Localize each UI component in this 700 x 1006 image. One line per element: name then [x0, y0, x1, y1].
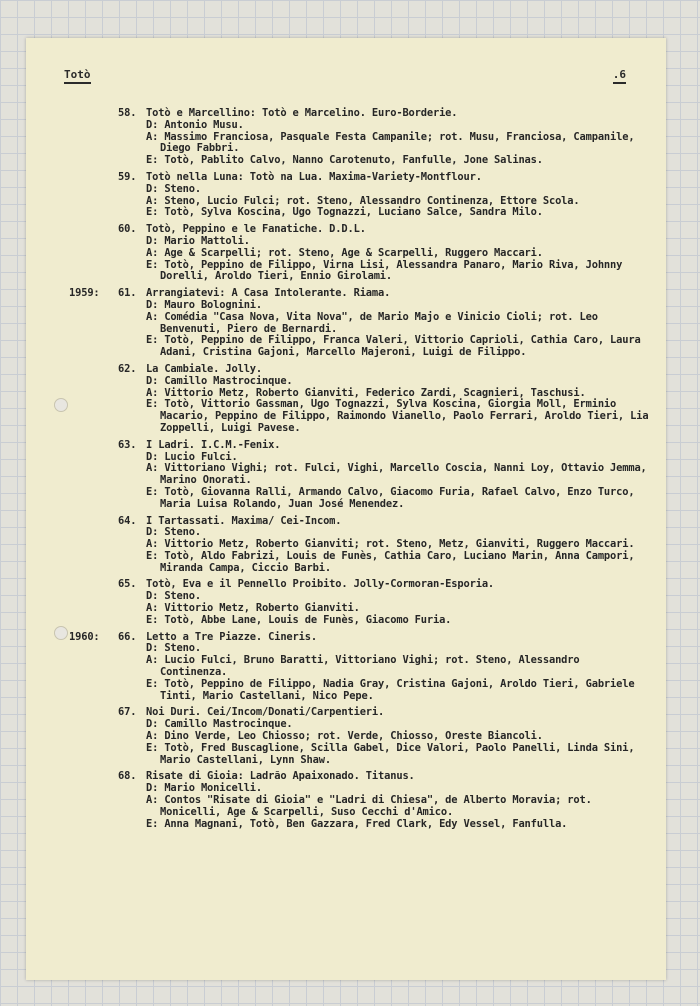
entry-authors: A: Vittorio Metz, Roberto Gianviti, Federico Zardi, Scagnieri, Taschusi.	[146, 386, 586, 399]
entry-title: Risate di Gioia: Ladrão Apaixonado. Titanus.	[146, 770, 415, 783]
entry-title: I Tartassati. Maxima/ Cei-Incom.	[146, 514, 342, 527]
entry-director: D: Steno.	[146, 642, 201, 655]
entry-title: Totò, Eva e il Pennello Proibito. Jolly-Cormoran-Esporia.	[146, 578, 495, 591]
entry-year: 1959:	[69, 287, 100, 300]
entry-number: 64.	[118, 514, 137, 527]
entry-director: D: Steno.	[146, 182, 201, 195]
entry-authors: A: Contos "Risate di Gioia" e "Ladri di Chiesa", de Alberto Moravia; rot. Monicelli, Age & Scarpelli, Suso Cecchi d'Amico.	[146, 794, 592, 818]
entry-authors: A: Vittorio Metz, Roberto Gianviti.	[146, 602, 360, 615]
entry-director: D: Steno.	[146, 590, 201, 603]
entry-title: Letto a Tre Piazze. Cineris.	[146, 630, 317, 643]
list-item	[26, 172, 666, 219]
list-item	[26, 632, 666, 703]
entry-cast: E: Totò, Abbe Lane, Louis de Funès, Giacomo Furia.	[146, 613, 452, 626]
entry-number: 61.	[118, 287, 137, 300]
list-item	[26, 579, 666, 626]
entry-director: D: Steno.	[146, 526, 201, 539]
entry-director: D: Camillo Mastrocinque.	[146, 718, 293, 731]
entry-authors: A: Steno, Lucio Fulci; rot. Steno, Alessandro Continenza, Ettore Scola.	[146, 194, 580, 207]
entry-cast: E: Totò, Peppino de Filippo, Franca Valeri, Vittorio Caprioli, Cathia Caro, Laura Adani, Cristina Gajoni, Marcello Majeroni, Luigi de Filippo.	[146, 334, 641, 359]
entry-year: 1960:	[69, 630, 100, 643]
entry-cast: E: Totò, Fred Buscaglione, Scilla Gabel, Dice Valori, Paolo Panelli, Linda Sini, Mario Castellani, Lynn Shaw.	[146, 741, 635, 766]
entry-director: D: Mauro Bolognini.	[146, 298, 263, 311]
entry-authors: A: Massimo Franciosa, Pasquale Festa Campanile; rot. Musu, Franciosa, Campanile, Diego Fabbri.	[146, 130, 635, 155]
page-number: .6	[613, 68, 626, 84]
entry-number: 65.	[118, 578, 137, 591]
entry-number: 60.	[118, 223, 137, 236]
entry-authors: A: Lucio Fulci, Bruno Baratti, Vittoriano Vighi; rot. Steno, Alessandro Continenza.	[146, 654, 580, 679]
entry-cast: E: Totò, Giovanna Ralli, Armando Calvo, Giacomo Furia, Rafael Calvo, Enzo Turco, Maria Luisa Rolando, Juan José Menendez.	[146, 485, 635, 510]
entry-cast: E: Totò, Peppino de Filippo, Nadia Gray, Cristina Gajoni, Aroldo Tieri, Gabriele Tinti, Mario Castellani, Nico Pepe.	[146, 677, 635, 702]
entry-authors: A: Vittorio Metz, Roberto Gianviti; rot. Steno, Metz, Gianviti, Ruggero Maccari.	[146, 538, 635, 551]
entry-title: Totò e Marcellino: Totò e Marcelino. Euro-Borderie.	[146, 107, 458, 119]
entry-authors: A: Age & Scarpelli; rot. Steno, Age & Scarpelli, Ruggero Maccari.	[146, 246, 543, 259]
list-item	[26, 516, 666, 575]
entry-title: Totò nella Luna: Totò na Lua. Maxima-Variety-Montflour.	[146, 170, 482, 183]
list-item	[26, 224, 666, 283]
entry-authors: A: Comédia "Casa Nova, Vita Nova", de Mario Majo e Vinicio Cioli; rot. Leo Benvenuti, Piero de Bernardi.	[146, 310, 598, 335]
entry-director: D: Camillo Mastrocinque.	[146, 374, 293, 387]
entry-number: 62.	[118, 362, 137, 375]
list-item	[26, 364, 666, 435]
entry-title: Noi Duri. Cei/Incom/Donati/Carpentieri.	[146, 706, 385, 719]
entry-director: D: Mario Monicelli.	[146, 782, 263, 795]
entry-title: La Cambiale. Jolly.	[146, 362, 263, 375]
entry-cast: E: Anna Magnani, Totò, Ben Gazzara, Fred Clark, Edy Vessel, Fanfulla.	[146, 817, 568, 830]
entry-authors: A: Dino Verde, Leo Chiosso; rot. Verde, Chiosso, Oreste Biancoli.	[146, 730, 543, 743]
entry-director: D: Lucio Fulci.	[146, 450, 238, 463]
entry-cast: E: Totò, Pablito Calvo, Nanno Carotenuto, Fanfulle, Jone Salinas.	[146, 154, 543, 167]
entry-director: D: Mario Mattoli.	[146, 234, 250, 247]
entry-cast: E: Totò, Aldo Fabrizi, Louis de Funès, Cathia Caro, Luciano Marin, Anna Campori, Miranda Campa, Ciccio Barbi.	[146, 549, 635, 574]
entry-authors: A: Vittoriano Vighi; rot. Fulci, Vighi, Marcello Coscia, Nanni Loy, Ottavio Jemma, Marino Onorati.	[146, 462, 647, 487]
entry-number: 58.	[118, 107, 137, 119]
entry-title: Totò, Peppino e le Fanatiche. D.D.L.	[146, 223, 366, 236]
entry-number: 68.	[118, 770, 137, 783]
entry-number: 59.	[118, 170, 137, 183]
entry-director: D: Antonio Musu.	[146, 118, 244, 131]
entry-title: I Ladri. I.C.M.-Fenix.	[146, 438, 281, 451]
list-item	[26, 288, 666, 359]
entry-cast: E: Totò, Vittorio Gassman, Ugo Tognazzi, Sylva Koscina, Giorgia Moll, Erminio Macario, Peppino de Filippo, Raimondo Vianello, Paolo Ferrari, Aroldo Tieri, Lia Zoppelli, Luigi Pavese.	[146, 398, 649, 434]
entry-number: 66.	[118, 630, 137, 643]
entry-number: 67.	[118, 706, 137, 719]
entry-number: 63.	[118, 438, 137, 451]
entry-cast: E: Totò, Sylva Koscina, Ugo Tognazzi, Luciano Salce, Sandra Milo.	[146, 206, 543, 219]
header-subject: Totò	[64, 68, 91, 84]
filmography-list	[26, 108, 666, 835]
list-item	[26, 108, 666, 167]
entry-cast: E: Totò, Peppino de Filippo, Virna Lisi, Alessandra Panaro, Mario Riva, Johnny Dorelli, Aroldo Tieri, Ennio Girolami.	[146, 258, 623, 283]
list-item	[26, 440, 666, 511]
list-item	[26, 707, 666, 766]
typed-page	[26, 38, 666, 980]
entry-title: Arrangiatevi: A Casa Intolerante. Riama.	[146, 287, 391, 300]
list-item	[26, 771, 666, 830]
